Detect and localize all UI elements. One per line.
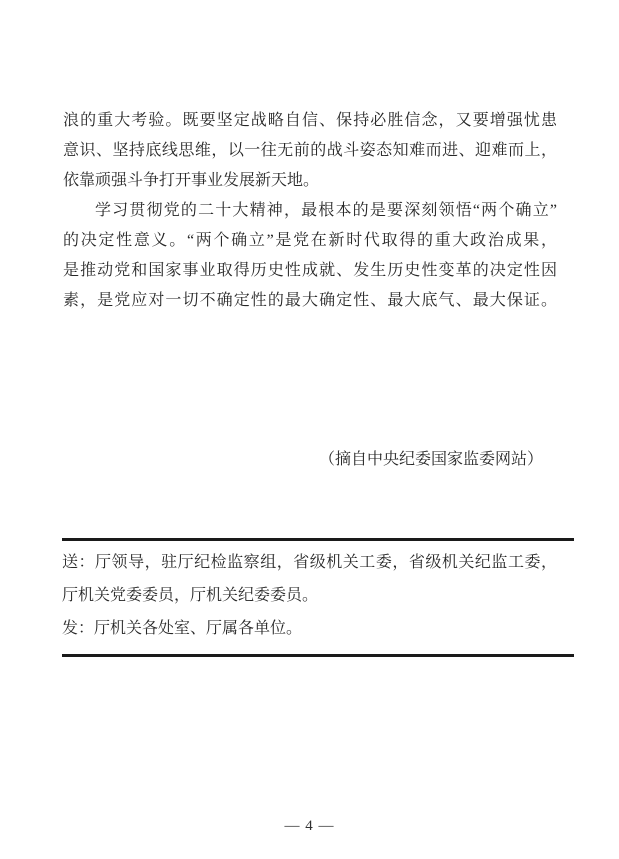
body-line-paragraph-start: 学习贯彻党的二十大精神，最根本的是要深刻领悟“两个确立” xyxy=(95,202,557,219)
issue-line: 发：厅机关各处室、厅属各单位。 xyxy=(62,620,303,637)
body-line: 浪的重大考验。既要坚定战略自信、保持必胜信念，又要增强忧患 xyxy=(63,112,557,129)
body-line: 的决定性意义。“两个确立”是党在新时代取得的重大政治成果， xyxy=(63,232,557,249)
send-line: 送：厅领导，驻厅纪检监察组，省级机关工委，省级机关纪监工委， xyxy=(62,554,557,571)
body-text xyxy=(63,106,557,316)
send-line-continued: 厅机关党委委员，厅机关纪委委员。 xyxy=(62,587,319,604)
body-line: 依靠顽强斗争打开事业发展新天地。 xyxy=(63,172,320,189)
body-line: 是推动党和国家事业取得历史性成就、发生历史性变革的决定性因 xyxy=(63,262,557,279)
attribution-line: （摘自中央纪委国家监委网站） xyxy=(318,451,543,468)
body-line: 意识、坚持底线思维，以一往无前的战斗姿态知难而进、迎难而上， xyxy=(63,142,557,159)
page-number: — 4 — xyxy=(284,818,335,834)
body-line: 素，是党应对一切不确定性的最大确定性、最大底气、最大保证。 xyxy=(63,292,557,309)
distribution-block xyxy=(62,538,574,657)
